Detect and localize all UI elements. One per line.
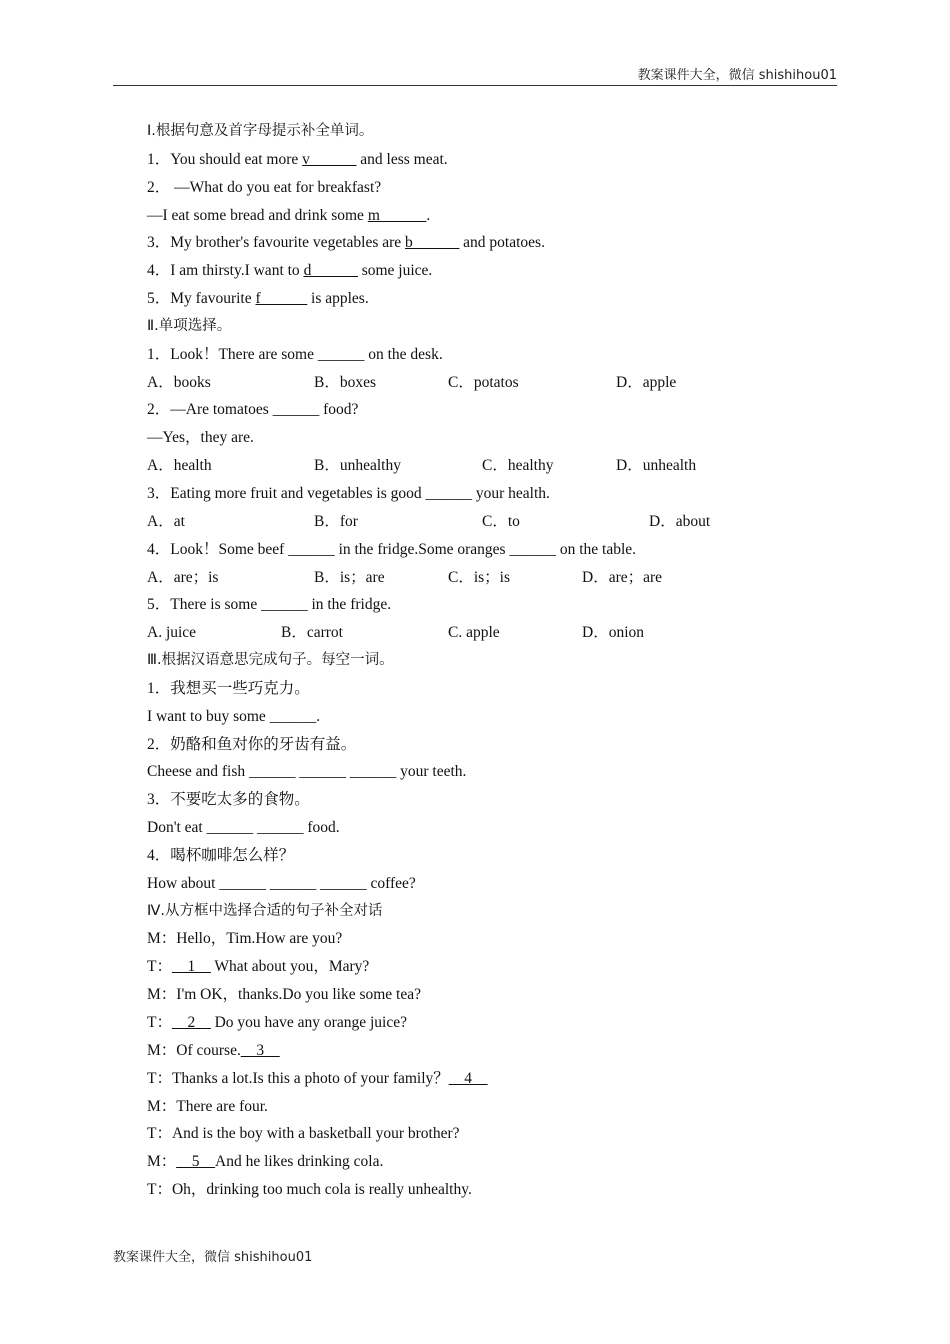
s2-q3-stem: 3．Eating more fruit and vegetables is good ______ your health. (147, 484, 550, 502)
dialogue-4-text: Do you have any orange juice? (210, 1014, 407, 1031)
s2-q3-option-a: A．at (147, 512, 185, 530)
s1-q2b-text-b: . (426, 206, 431, 224)
s3-q2-english: Cheese and fish ______ ______ ______ your teeth. (147, 763, 467, 781)
s1-question-1 (147, 146, 847, 174)
s1-q5-blank: f______ (255, 290, 308, 308)
section-2-title: Ⅱ.单项选择。 (147, 317, 232, 334)
dialogue-line-9 (147, 1148, 847, 1176)
s2-q2-option-b: B．unhealthy (314, 457, 401, 475)
s2-q1-option-c: C．potatos (448, 373, 519, 391)
dialogue-line-10 (147, 1176, 847, 1204)
s1-q4-blank: d______ (303, 262, 358, 280)
s2-q3-option-c: C．to (482, 512, 520, 530)
page-footer: 教案课件大全，微信 shishihou01 (113, 1250, 313, 1265)
s1-q3-text-b: and potatoes. (459, 234, 545, 252)
s2-q2-option-a: A．health (147, 457, 212, 475)
s2-q5-option-c: C. apple (448, 624, 500, 642)
s2-q3-options (147, 508, 847, 536)
s2-q1-option-d: D．apple (616, 373, 677, 391)
dialogue-line-5 (147, 1037, 847, 1065)
dialogue-blank-4: __4__ (448, 1069, 488, 1087)
s1-question-5 (147, 285, 847, 313)
dialogue-line-7 (147, 1093, 847, 1121)
dialogue-line-1 (147, 925, 847, 953)
s2-q3-option-b: B．for (314, 512, 358, 530)
dialogue-8-text: T：And is the boy with a basketball your brother? (147, 1125, 460, 1143)
s2-q4-options (147, 564, 847, 592)
dialogue-line-8 (147, 1120, 847, 1148)
s1-q4-text-a: 4．I am thirsty.I want to (147, 262, 304, 280)
dialogue-9-text: And he likes drinking cola. (215, 1153, 384, 1171)
s1-q1-text-a: 1．You should eat more (147, 150, 303, 168)
s1-q4-text-b: some juice. (357, 262, 433, 280)
s2-q5-stem: 5．There is some ______ in the fridge. (147, 596, 392, 614)
s1-q1-blank: v______ (302, 150, 357, 168)
s2-q1-stem: 1．Look！There are some ______ on the desk. (147, 345, 443, 363)
dialogue-blank-3: __3__ (240, 1041, 280, 1059)
s2-q5-option-b: B．carrot (281, 624, 343, 642)
s2-q4-option-a: A．are；is (147, 568, 219, 586)
s2-q1-option-b: B．boxes (314, 373, 377, 391)
s3-q3-english: Don't eat ______ ______ food. (147, 819, 340, 837)
s3-q1-english: I want to buy some ______. (147, 707, 321, 725)
s1-question-3 (147, 229, 847, 257)
dialogue-2-speaker: T： (147, 958, 172, 976)
dialogue-blank-1: __1__ (171, 958, 211, 976)
dialogue-blank-5: __5__ (176, 1153, 216, 1171)
s1-q3-text-a: 3．My brother's favourite vegetables are (147, 234, 406, 252)
s2-q3-option-d: D．about (649, 512, 711, 530)
s2-q1-options (147, 369, 847, 397)
s3-q4-chinese: 4．喝杯咖啡怎么样？ (147, 846, 295, 864)
s3-q4-english: How about ______ ______ ______ coffee? (147, 874, 416, 892)
dialogue-4-speaker: T： (147, 1014, 172, 1031)
dialogue-line-2 (147, 953, 847, 981)
dialogue-blank-2: __2__ (171, 1014, 211, 1031)
header-divider (113, 85, 837, 86)
s2-q4-option-d: D．are；are (582, 568, 663, 586)
s1-q5-text-a: 5．My favourite (147, 290, 256, 308)
section-4-title: Ⅳ.从方框中选择合适的句子补全对话 (147, 902, 383, 919)
s1-q2-text: 2． —What do you eat for breakfast? (147, 178, 382, 196)
s1-q2b-text-a: —I eat some bread and drink some (147, 206, 368, 224)
worksheet-body (147, 118, 847, 1204)
s2-q2-stem-answer: —Yes，they are. (147, 429, 254, 447)
s1-q2b-blank: m______ (367, 206, 427, 224)
dialogue-line-6 (147, 1065, 847, 1093)
s1-question-4 (147, 257, 847, 285)
s1-question-2-answer (147, 202, 847, 230)
s1-q1-text-b: and less meat. (356, 150, 448, 168)
dialogue-2-text: What about you，Mary? (210, 958, 370, 976)
s3-q2-chinese: 2．奶酪和鱼对你的牙齿有益。 (147, 735, 357, 753)
s2-q2-stem: 2．—Are tomatoes ______ food? (147, 401, 359, 419)
s2-q1-option-a: A．books (147, 373, 211, 391)
s2-q5-option-a: A. juice (147, 624, 197, 642)
dialogue-5-text: M：Of course. (147, 1041, 241, 1059)
section-3-title: Ⅲ.根据汉语意思完成句子。每空一词。 (147, 652, 394, 669)
page-header: 教案课件大全，微信 shishihou01 (637, 68, 837, 83)
s2-q5-option-d: D．onion (582, 624, 645, 642)
dialogue-3-text: M：I'm OK，thanks.Do you like some tea? (147, 986, 421, 1004)
dialogue-line-3 (147, 981, 847, 1009)
s2-q2-options (147, 452, 847, 480)
dialogue-line-4 (147, 1009, 847, 1037)
s2-q2-option-d: D．unhealth (616, 457, 697, 475)
s2-q2-option-c: C．healthy (482, 457, 554, 475)
dialogue-10-text: T：Oh，drinking too much cola is really unhealthy. (147, 1181, 472, 1199)
s2-q4-stem: 4．Look！Some beef ______ in the fridge.Some oranges ______ on the table. (147, 540, 637, 558)
s3-q1-chinese: 1．我想买一些巧克力。 (147, 679, 310, 697)
s2-q4-option-b: B．is；are (314, 568, 385, 586)
dialogue-9-speaker: M： (147, 1153, 177, 1171)
dialogue-6-text: T：Thanks a lot.Is this a photo of your family？ (147, 1069, 449, 1087)
s1-q5-text-b: is apples. (307, 290, 369, 308)
section-1-title: Ⅰ.根据句意及首字母提示补全单词。 (147, 123, 374, 139)
dialogue-7-text: M：There are four. (147, 1097, 268, 1115)
s1-q3-blank: b______ (405, 234, 460, 252)
s1-question-2 (147, 174, 847, 202)
s2-q4-option-c: C．is；is (448, 568, 511, 586)
dialogue-1-text: M：Hello，Tim.How are you? (147, 930, 343, 948)
s2-q5-options (147, 619, 847, 647)
s3-q3-chinese: 3．不要吃太多的食物。 (147, 791, 310, 809)
